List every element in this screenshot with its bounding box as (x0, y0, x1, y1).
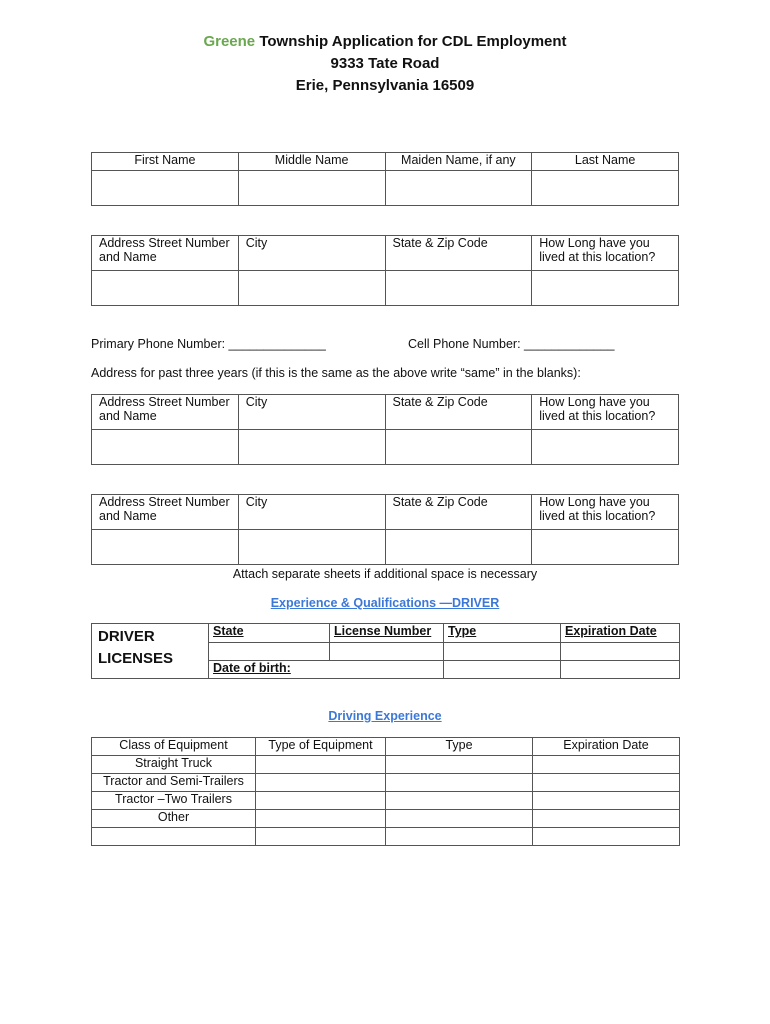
past-address-instruction: Address for past three years (if this is the same as the above write “same” in the blanks): (91, 366, 581, 380)
type-field[interactable] (386, 792, 533, 810)
license-expiration-field[interactable] (561, 643, 680, 661)
street-header: Address Street Number and Name (92, 495, 239, 530)
license-type-header: Type (444, 624, 561, 643)
equipment-row-label: Straight Truck (92, 756, 256, 774)
driver-license-table (91, 623, 680, 679)
maiden-name-field[interactable] (385, 171, 532, 206)
maiden-name-header: Maiden Name, if any (385, 153, 532, 171)
type-field[interactable] (386, 828, 533, 846)
type-field[interactable] (386, 774, 533, 792)
state-zip-header: State & Zip Code (385, 236, 532, 271)
duration-header: How Long have you lived at this location? (532, 395, 679, 430)
first-name-header: First Name (92, 153, 239, 171)
expiration-date-field[interactable] (533, 810, 680, 828)
expiration-date-field[interactable] (533, 774, 680, 792)
current-address-table (91, 235, 679, 306)
city-header: City (238, 236, 385, 271)
name-table (91, 152, 679, 206)
header-title (0, 31, 770, 53)
middle-name-header: Middle Name (238, 153, 385, 171)
expiration-date-field[interactable] (533, 828, 680, 846)
document-header (0, 31, 770, 97)
experience-heading: Experience & Qualifications —DRIVER (270, 596, 500, 610)
license-type-field[interactable] (444, 643, 561, 661)
state-zip-header: State & Zip Code (385, 395, 532, 430)
equipment-row-label[interactable] (92, 828, 256, 846)
last-name-header: Last Name (532, 153, 679, 171)
primary-phone-field[interactable]: Primary Phone Number: ______________ (91, 337, 326, 351)
city-field[interactable] (238, 530, 385, 565)
state-zip-header: State & Zip Code (385, 495, 532, 530)
first-name-field[interactable] (92, 171, 239, 206)
license-extra-field-2[interactable] (561, 661, 680, 679)
expiration-date-field[interactable] (533, 756, 680, 774)
middle-name-field[interactable] (238, 171, 385, 206)
type-field[interactable] (386, 810, 533, 828)
license-number-field[interactable] (330, 643, 444, 661)
duration-field[interactable] (532, 530, 679, 565)
state-zip-field[interactable] (385, 430, 532, 465)
equipment-row-label: Tractor –Two Trailers (92, 792, 256, 810)
street-header: Address Street Number and Name (92, 395, 239, 430)
duration-field[interactable] (532, 430, 679, 465)
equipment-row-label: Tractor and Semi-Trailers (92, 774, 256, 792)
state-zip-field[interactable] (385, 271, 532, 306)
street-header: Address Street Number and Name (92, 236, 239, 271)
city-field[interactable] (238, 430, 385, 465)
street-field[interactable] (92, 430, 239, 465)
license-expiration-header: Expiration Date (561, 624, 680, 643)
equipment-row-label: Other (92, 810, 256, 828)
duration-header: How Long have you lived at this location? (532, 236, 679, 271)
past-address-table-2 (91, 494, 679, 565)
header-address-city: Erie, Pennsylvania 16509 (295, 77, 475, 94)
equipment-class-header: Class of Equipment (92, 738, 256, 756)
equipment-type-field[interactable] (256, 774, 386, 792)
driving-experience-heading: Driving Experience (328, 709, 442, 723)
equipment-type-field[interactable] (256, 792, 386, 810)
street-field[interactable] (92, 530, 239, 565)
duration-header: How Long have you lived at this location? (532, 495, 679, 530)
equipment-type-field[interactable] (256, 810, 386, 828)
expiration-date-field[interactable] (533, 792, 680, 810)
header-address-street: 9333 Tate Road (330, 55, 440, 72)
license-state-field[interactable] (209, 643, 330, 661)
license-state-header: State (209, 624, 330, 643)
license-extra-field[interactable] (444, 661, 561, 679)
type-field[interactable] (386, 756, 533, 774)
driving-experience-table (91, 737, 680, 846)
city-field[interactable] (238, 271, 385, 306)
city-header: City (238, 495, 385, 530)
cell-phone-field[interactable]: Cell Phone Number: _____________ (408, 337, 615, 351)
type-header: Type (386, 738, 533, 756)
title-rest: Township Application for CDL Employment (255, 33, 567, 50)
duration-field[interactable] (532, 271, 679, 306)
attach-note: Attach separate sheets if additional space is necessary (232, 567, 538, 581)
equipment-type-field[interactable] (256, 756, 386, 774)
past-address-table-1 (91, 394, 679, 465)
last-name-field[interactable] (532, 171, 679, 206)
township-brand: Greene (203, 33, 256, 50)
city-header: City (238, 395, 385, 430)
license-number-header: License Number (330, 624, 444, 643)
driver-licenses-label: DRIVER LICENSES (92, 624, 209, 679)
expiration-date-header: Expiration Date (533, 738, 680, 756)
date-of-birth-field[interactable]: Date of birth: (209, 661, 444, 679)
state-zip-field[interactable] (385, 530, 532, 565)
street-field[interactable] (92, 271, 239, 306)
equipment-type-field[interactable] (256, 828, 386, 846)
equipment-type-header: Type of Equipment (256, 738, 386, 756)
